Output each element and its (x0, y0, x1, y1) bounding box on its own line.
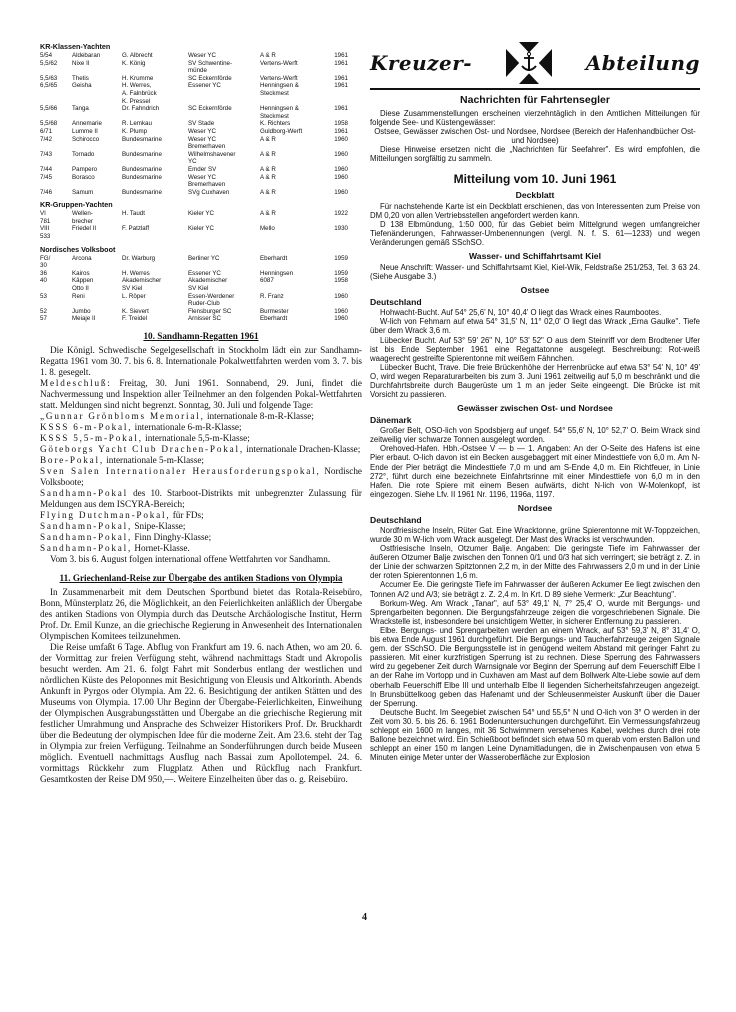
register-row (40, 270, 362, 278)
register-cell-club: Emder SV (188, 165, 217, 173)
register-cell-name: Friedel II (72, 225, 97, 233)
register-cell-club: Akademischer SV Kiel (188, 277, 228, 293)
kr-klassen-table (40, 52, 362, 196)
deadline-label: Meldeschluß: (40, 378, 112, 388)
trophy-item (40, 422, 362, 433)
register-cell-owner: F. Patzlaff (122, 225, 150, 233)
section-10-title: 10. Sandhamn-Regatten 1961 (143, 331, 259, 341)
register-cell-builder: Henningsen (260, 269, 294, 277)
notice-paragraph: Borkum-Weg. Am Wrack „Tanar", auf 53° 49,1' N, 7° 25,4' O, wurde mit Bergungs- und Sprengarbeiten begonnen. Die Bergungsfahrzeuge zeigen die vorgeschriebenen Signale. Die Wrackstelle ist, insbesondere bei unsichtigem Wetter, in sicherer Entfernung zu passieren. (370, 598, 700, 626)
deckblatt-title: Deckblatt (515, 189, 555, 200)
register-cell-year: 1922 (334, 210, 348, 218)
register-cell-no: 7/45 (40, 173, 53, 181)
banner-right-word: Abteilung (585, 51, 700, 75)
register-cell-club: SV Schwentine- münde (188, 59, 233, 75)
register-cell-owner: Dr. Warburg (122, 254, 156, 262)
notice-paragraph: Elbe. Bergungs- und Sprengarbeiten werden an einem Wrack, auf 53° 59,3' N, 8° 31,4' O, bis etwa Ende August 1961 durchgeführt. Die Bergungs- und Taucherfahrzeuge zeigen Signale gem. der SSchSO. Die Bergungsstelle ist in genügend weitem Abstand mit geringer Fahrt zu passieren. Mit einer kurzfristigen Sperrung ist zu rechnen. Diese Sperrung des Fahrwassers wird zu gegebener Zeit durch Warnsignale vor Beginn der Sperrung auf dem Feuerschiff Elbe I an der Rahe im Vortopp und in Cuxhaven am Mast auf dem Bollwerk Alte-Liebe sowie auf dem oberhalb Feuerschiff Elbe III und unterhalb Elbe II liegenden Sicherheitsfahrzeugen angezeigt. In Brunsbüttelkoog geben das Hafenamt und der Schleusenmeister Auskunft über die Dauer der Sperrung. (370, 625, 700, 708)
register-row (40, 105, 362, 120)
nordsee-notices (370, 526, 700, 762)
register-cell-no: 40 (40, 277, 47, 285)
trophy-item (40, 488, 362, 510)
register-cell-name: Tanga (72, 105, 89, 113)
register-cell-club: Wilhelmshavener YC (188, 150, 236, 166)
register-cell-builder: A & R (260, 135, 276, 143)
trophy-class: Nordische Volksboote; (40, 466, 362, 487)
volksboot-table (40, 255, 362, 323)
trophy-name: Flying Dutchman-Pokal, (40, 510, 171, 520)
register-cell-no: 5/54 (40, 52, 53, 59)
register-cell-year: 1959 (334, 269, 348, 277)
nordsee-title: Nordsee (517, 502, 553, 513)
trophy-item (40, 455, 362, 466)
register-cell-name: Annemarie (72, 120, 102, 128)
register-cell-no: 5,5/66 (40, 105, 58, 113)
register-cell-builder: 6087 (260, 277, 274, 285)
register-cell-builder: Vertens-Werft (260, 59, 298, 67)
anchor-flag-icon (505, 41, 553, 85)
register-row (40, 166, 362, 174)
register-cell-year: 1930 (334, 225, 348, 233)
trophy-item (40, 466, 362, 488)
deckblatt-paragraph-2: D 138 Elbmündung, 1:50 000, für das Gebiet beim Mittelgrund wegen umfangreicher Tiefenänderungen, Fahrwasser-Umbenennungen (vergl. N. f. S. 61—1233) und wegen Veränderungen gemäß SSchSO. (370, 219, 700, 247)
register-cell-owner: Bundesmarine (122, 165, 162, 173)
gzon-title: Gewässer zwischen Ost- und Nordsee (457, 403, 613, 414)
register-cell-year: 1958 (334, 120, 348, 128)
register-cell-club: Arnisser SC (188, 315, 222, 323)
section-10-paragraph: Die Königl. Schwedische Segelgesellschaft in Stockholm lädt ein zur Sandhamn-Regatta 1961 vom 30. 7. bis 6. 8. Internationale Pokalwettfahrten werden vom 3. 7. bis 1. 8. gesegelt. (40, 345, 362, 377)
register-row (40, 151, 362, 166)
register-cell-no: 6/71 (40, 127, 53, 135)
notice-paragraph: W-lich von Fehmarn auf etwa 54° 31,5' N, 11° 02,0' O liegt das Wrack „Erna Gaulke". Tiefe über dem Wrack 3,6 m. (370, 317, 700, 336)
trophy-class: Hornet-Klasse. (132, 543, 190, 553)
section-11-paragraph-2: Die Reise umfaßt 6 Tage. Abflug von Frankfurt am 19. 6. nach Athen, wo am 20. 6. der Vormittag zur freien Verfügung steht, während nachmittags Stadt und Akropolis besucht werden. Am 21. 6. folgt Fahrt mit Sonderbus entlang der westlichen und nördlichen Küste des Peloponnes mit Besichtigung von Eleusis und Altkorinth. Abends Ankunft in Pyrgos oder Olympia. Am 22. 6. Besichtigung der antiken Stätten und des Museums von Olympia. 17.00 Uhr Beginn der Übergabe-Feierlichkeiten, Einweihung der Olympischen Ausgrabungsstätten und Übergabe an die griechische Regierung mit festlicher Umrahmung und Ansprache des Schweizer Historikers Prof. Dr. Bruckhardt über die Bedeutung der olympischen Idee für die moderne Zeit. Am 23.6. steht der Tag in Olympia zur freien Verfügung. Teilnahme an Sonderführungen durch beide Museen möglich. Eventuell nachmittags Ausflug nach Bassai zum Apollotempel. 24. 6. vormittags Rückkehr zum Flugplatz Athen und Rückflug nach Frankfurt. Gesamtkosten der Reise DM 950,—. Weitere Einzelheiten über das o. g. Reisebüro. (40, 642, 362, 784)
trophy-name: Sandhamn-Pokal, (40, 543, 133, 553)
trophy-list (40, 411, 362, 554)
register-cell-builder: A & R (260, 210, 276, 218)
register-cell-name: Schirocco (72, 135, 100, 143)
register-row (40, 52, 362, 60)
register-row (40, 82, 362, 105)
nachrichten-paragraph-1: Diese Zusammenstellungen erscheinen vierzehntäglich in den Amtlichen Mitteilungen für folgende See- und Küstengewässer: (370, 109, 700, 128)
register-cell-name: Aldebaran (72, 52, 101, 59)
register-cell-year: 1960 (334, 188, 348, 196)
mitteilung-title: Mitteilung vom 10. Juni 1961 (453, 171, 617, 186)
notice-paragraph: Nordfriesische Inseln, Rüter Gat. Eine Wracktonne, grüne Spierentonne mit W-Toppzeichen, wurde 30 m W-lich vom Wrack ausgelegt. Der Mast des Wracks ist verschwunden. (370, 525, 700, 544)
register-cell-owner: Bundesmarine (122, 188, 162, 196)
register-cell-owner: G. Albrecht (122, 52, 153, 59)
register-cell-owner: Bundesmarine (122, 150, 162, 158)
kr-gruppen-table (40, 210, 362, 240)
register-cell-builder: Burmester (260, 307, 289, 315)
register-cell-owner: F. Treidel (122, 315, 148, 323)
register-cell-club: Weser YC Bremerhaven (188, 135, 226, 151)
register-cell-no: 7/46 (40, 188, 53, 196)
register-row (40, 225, 362, 240)
register-cell-owner: K. Sievert (122, 307, 149, 315)
register-cell-builder: Henningsen & Steckmest (260, 82, 299, 97)
trophy-class: des 10. Starboot-Distrikts mit unbegrenzter Zulassung für Meldungen aus dem ISCYRA-Bereich; (40, 488, 362, 509)
trophy-name: Bore-Pokal, (40, 455, 104, 465)
notice-paragraph: Orehoved-Hafen. Hbh.-Ostsee V — b — 1. Angaben: An der O-Seite des Hafens ist eine Pier erbaut. O-lich davon ist ein Becken ausgebaggert mit einer Mindesttiefe von 6,0 m. Am N-Ende der Pier beträgt die Mindesttiefe 7,0 m und am S-Ende 4,0 m. Ein Richtfeuer, in Linie 272°, führt durch eine bezeichnete Einfahrtsrinne mit einer Mindesttiefe von 6,0 m in den Hafen. Die rote Spiere mit einem Besen aufwärts, dicht N-lich von W-Molenkopf, ist eingezogen. Siehe Lfv. II 1961 Nr. 1196, 1196a, 1197. (370, 444, 700, 499)
section-11-paragraph-1: In Zusammenarbeit mit dem Deutschen Sportbund bietet das Rotala-Reisebüro, Bonn, Münsterplatz 26, die Möglichkeit, an den Feierlichkeiten anläßlich der Übergabe des antiken Stadions von Olympia durch das Deutsche Archäologische Institut, Herrn Prof. Dr. Emil Kunze, an die griechische Regierung in Anwesenheit des Internationalen Olympischen Komitees teilzunehmen. (40, 587, 362, 641)
notice-paragraph: Deutsche Bucht. Im Seegebiet zwischen 54° und 55,5° N und O-lich von 3° O werden in der Zeit vom 30. 5. bis 26. 6. 1961 Bodenuntersuchungen durchgeführt. Ein Vermessungsfahrzeug schleppt ein 1600 m langes, mit 36 Schwimmern versehenes Kabel, welches durch drei rote Ballone bezeichnet wird. Ein Schießboot befindet sich etwa 50 m querab vom ersten Ballon und schleppt an einer 150 m langen Leine Dynamitladungen, die in Zwischenpausen von etwa 5 Minuten einige Meter unter der Wasseroberfläche zur Explosion (370, 707, 700, 763)
trophy-class: internationale Drachen-Klasse; (243, 444, 361, 454)
deckblatt-paragraph-1: Für nachstehende Karte ist ein Deckblatt erschienen, das von Interessenten zum Preise von DM 0,20 von allen Vertriebsstellen angefordert werden kann. (370, 201, 700, 220)
ostsee-title: Ostsee (520, 285, 550, 296)
register-cell-name: Kairos (72, 269, 90, 277)
register-row (40, 255, 362, 270)
trophy-class: Finn Dinghy-Klasse; (132, 532, 212, 542)
register-cell-name: Samum (72, 188, 94, 196)
trophy-item (40, 411, 362, 422)
trophy-class: internationale 5-m-Klasse; (103, 455, 204, 465)
register-cell-owner: Dr. Fahndrich (122, 105, 160, 113)
register-cell-no: 52 (40, 307, 47, 315)
wsa-kiel-paragraph: Neue Anschrift: Wasser- und Schiffahrtsamt Kiel, Kiel-Wik, Feldstraße 251/253, Tel. 3 63 24. (Siehe Ausgabe 3.) (370, 263, 700, 282)
trophy-name: Sandhamn-Pokal (40, 488, 128, 498)
register-cell-builder: A & R (260, 52, 276, 59)
ostsee-region: Deutschland (370, 297, 422, 308)
register-cell-club: Essen-Werdener Ruder-Club (188, 292, 235, 308)
kr-klassen-heading: KR-Klassen-Yachten (40, 42, 111, 51)
register-cell-name: Nixe II (72, 59, 90, 67)
register-cell-club: Flensburger SC (188, 307, 232, 315)
register-cell-builder: Vertens-Werft (260, 74, 298, 82)
register-cell-name: Käppen Otto II (72, 277, 94, 293)
register-cell-year: 1958 (334, 277, 348, 285)
nordsee-region: Deutschland (370, 514, 422, 525)
trophy-item (40, 532, 362, 543)
register-cell-no: 57 (40, 315, 47, 323)
register-row (40, 60, 362, 75)
banner-left-word: Kreuzer- (370, 51, 473, 75)
register-cell-name: Geisha (72, 82, 92, 90)
register-cell-club: Weser YC (188, 127, 216, 135)
register-cell-club: Kieler YC (188, 225, 215, 233)
register-cell-club: Weser YC (188, 52, 216, 59)
register-cell-builder: Mello (260, 225, 275, 233)
register-cell-no: 5,5/68 (40, 120, 58, 128)
trophy-name: Sven Salen Internationaler Herausforderungspokal, (40, 466, 321, 476)
register-cell-year: 1960 (334, 150, 348, 158)
trophy-name: „Gunnar Grönbloms Memorial, (40, 411, 205, 421)
register-cell-club: SC Eckernförde (188, 74, 232, 82)
register-cell-year: 1960 (334, 292, 348, 300)
register-cell-no: 6,5/65 (40, 82, 58, 90)
register-row (40, 189, 362, 197)
notice-paragraph: Ostfriesische Inseln, Otzumer Balje. Angaben: Die geringste Tiefe im Fahrwasser der äußeren Otzumer Balje zwischen den Tonnen 0/1 und 0/3 hat sich verringert; sie beträgt z. Z. in der Linie der schwarzen Spitztonnen 2,2 m, in der Mitte des Fahrwassers 2,0 m und in der Linie der roten Spierentonnen 1,6 m. (370, 544, 700, 581)
register-cell-no: 5,5/62 (40, 59, 58, 67)
trophy-name: Sandhamn-Pokal, (40, 532, 133, 542)
register-cell-year: 1960 (334, 135, 348, 143)
trophy-class: internationale 8-m-R-Klasse; (204, 411, 314, 421)
register-cell-club: Berliner YC (188, 254, 220, 262)
notice-paragraph: Accumer Ee. Die geringste Tiefe im Fahrwasser der äußeren Ackumer Ee liegt zwischen den Tonnen A/2 und A/3; sie beträgt z. Z. 2,4 m. In Krt. D 89 siehe Vermerk: „Zur Beachtung". (370, 580, 700, 599)
register-cell-owner: H. Krumme (122, 74, 154, 82)
register-cell-owner: H. Taudt (122, 210, 145, 218)
trophy-class: für FDs; (170, 510, 204, 520)
register-cell-no: 7/43 (40, 150, 53, 158)
register-row (40, 293, 362, 308)
register-cell-club: SC Eckernförde (188, 105, 232, 113)
nachrichten-title: Nachrichten für Fahrtensegler (460, 94, 610, 106)
kreuzer-abteilung-banner (370, 38, 700, 90)
register-cell-builder: A & R (260, 150, 276, 158)
section-10-closing: Vom 3. bis 6. August folgen international offene Wettfahrten vor Sandhamn. (50, 554, 331, 564)
register-cell-name: Jumbo (72, 307, 91, 315)
register-cell-no: 7/44 (40, 165, 53, 173)
register-cell-no: FG/ 30 (40, 254, 51, 270)
register-row (40, 308, 362, 316)
register-row (40, 174, 362, 189)
register-cell-owner: R. Lemkau (122, 120, 152, 128)
trophy-class: internationale 6-m-R-Klasse; (132, 422, 242, 432)
trophy-name: Göteborgs Yacht Club Drachen-Pokal, (40, 444, 244, 454)
register-cell-name: Borasco (72, 173, 95, 181)
register-cell-name: Tornado (72, 150, 95, 158)
register-cell-owner: K. Plump (122, 127, 148, 135)
trophy-item (40, 543, 362, 554)
register-cell-year: 1961 (334, 74, 348, 82)
register-cell-club: SV Stade (188, 120, 215, 128)
section-11-title: 11. Griechenland-Reise zur Übergabe des antiken Stadions von Olympia (59, 573, 343, 583)
register-cell-name: Thetis (72, 74, 89, 82)
register-cell-no: 53 (40, 292, 47, 300)
register-cell-no: 36 (40, 269, 47, 277)
register-cell-year: 1960 (334, 315, 348, 323)
register-cell-name: Pampero (72, 165, 98, 173)
register-cell-builder: A & R (260, 188, 276, 196)
trophy-name: KSSS 6-m-Pokal, (40, 422, 133, 432)
register-cell-owner: K. König (122, 59, 146, 67)
register-cell-owner: Bundesmarine (122, 135, 162, 143)
deadline-text: Freitag, 30. Juni 1961. Sonnabend, 29. Juni, findet die Nachvermessung und Inspektion aller Teilnehmer an den folgenden Pokal-Wettfahrten statt. Meldungen sind nicht begrenzt. Sonntag, 30. Juli und folgende Tage: (40, 378, 362, 410)
register-cell-year: 1961 (334, 52, 348, 59)
trophy-class: Snipe-Klasse; (132, 521, 186, 531)
trophy-item (40, 510, 362, 521)
nachrichten-paragraph-2: Ostsee, Gewässer zwischen Ost- und Nordsee, Nordsee (Bereich der Hafenhandbücher Ost- und Nordsee) (374, 127, 696, 146)
register-row (40, 315, 362, 323)
register-cell-year: 1959 (334, 254, 348, 262)
register-row (40, 128, 362, 136)
register-cell-no: VIII 533 (40, 225, 51, 241)
register-cell-name: Arcona (72, 254, 92, 262)
volksboot-heading: Nordisches Volksboot (40, 244, 116, 254)
trophy-class: internationale 5,5-m-Klasse; (142, 433, 250, 443)
register-cell-no: 5,5/63 (40, 74, 58, 82)
register-cell-builder: R. Franz (260, 292, 284, 300)
trophy-item (40, 444, 362, 455)
register-cell-year: 1961 (334, 127, 348, 135)
right-column (370, 38, 700, 762)
register-cell-club: Kieler YC (188, 210, 215, 218)
notice-paragraph: Lübecker Bucht. Auf 53° 59' 26" N, 10° 53' 52" O aus dem Steinriff vor dem Brodtener Ufer ist bis Ende September 1961 eine Regattatonne ausgelegt. Beschreibung: Rot-weiß waagerecht gestreifte Spierentonne mit weißem Fähnchen. (370, 335, 700, 363)
register-cell-owner: H. Werres, A. Falnbrück K. Pressel (122, 82, 157, 105)
register-cell-builder: K. Richters (260, 120, 291, 128)
ostsee-notices (370, 308, 700, 399)
gzon-region: Dänemark (370, 415, 412, 426)
register-cell-builder: Eberhardt (260, 315, 288, 323)
register-cell-name: Reni (72, 292, 85, 300)
notice-paragraph: Hohwacht-Bucht. Auf 54° 25,6' N, 10° 40,4' O liegt das Wrack eines Raumbootes. (380, 308, 662, 318)
register-cell-no: 7/42 (40, 135, 53, 143)
register-cell-name: Wellen- brecher (72, 210, 93, 225)
register-cell-builder: A & R (260, 173, 276, 181)
register-cell-owner: L. Röper (122, 292, 146, 300)
register-cell-owner: H. Werres (122, 269, 150, 277)
register-row (40, 120, 362, 128)
register-cell-owner: Bundesmarine (122, 173, 162, 181)
register-cell-year: 1961 (334, 82, 348, 90)
trophy-name: KSSS 5,5-m-Pokal, (40, 433, 143, 443)
page-number: 4 (362, 912, 367, 923)
notice-paragraph: Großer Belt, OSO-lich von Spodsbjerg auf ungef. 54° 55,6' N, 10° 52,7' O. Beim Wrack sind zeitweilig vier schwarze Tonnen ausgelegt worden. (370, 426, 700, 445)
register-row (40, 210, 362, 225)
nachrichten-paragraph-3: Diese Hinweise ersetzen nicht die „Nachrichten für Seefahrer". Es wird empfohlen, die Mitteilungen sorgfältig zu sammeln. (370, 145, 700, 164)
notice-paragraph: Lübecker Bucht, Trave. Die freie Brückenhöhe der Herrenbrücke auf etwa 53° 54' N, 10° 49' O, wird wegen Reparaturarbeiten bis zum 3. Juni 1961 zeitweilig auf 5,0 m beschränkt und die Durchfahrtsbreite durch Baugerüste um 1 m an jeder Seite eingeengt. Die Brücke ist mit Vorsicht zu passieren. (370, 362, 700, 400)
register-row (40, 75, 362, 83)
left-column (40, 38, 362, 785)
gzon-notices (370, 426, 700, 499)
register-cell-club: Essener YC (188, 269, 221, 277)
trophy-name: Sandhamn-Pokal, (40, 521, 133, 531)
register-cell-club: SVg Cuxhaven (188, 188, 230, 196)
register-cell-year: 1960 (334, 307, 348, 315)
register-cell-year: 1960 (334, 165, 348, 173)
section-10-deadline (40, 378, 362, 411)
register-cell-name: Meiaje II (72, 315, 96, 323)
wsa-kiel-title: Wasser- und Schiffahrtsamt Kiel (469, 251, 601, 262)
register-row (40, 277, 362, 292)
register-cell-builder: Guldborg-Werft (260, 127, 303, 135)
trophy-item (40, 521, 362, 532)
register-cell-year: 1961 (334, 59, 348, 67)
register-cell-builder: Eberhardt (260, 254, 288, 262)
kr-gruppen-heading: KR-Gruppen-Yachten (40, 200, 113, 210)
trophy-item (40, 433, 362, 444)
register-cell-club: Essener YC (188, 82, 221, 90)
register-cell-year: 1961 (334, 105, 348, 113)
register-cell-builder: Henningsen & Steckmest (260, 105, 299, 120)
register-cell-club: Weser YC Bremerhaven (188, 173, 226, 189)
register-cell-owner: Akademischer SV Kiel (122, 277, 162, 293)
register-row (40, 136, 362, 151)
register-cell-year: 1960 (334, 173, 348, 181)
register-cell-name: Lumme II (72, 127, 98, 135)
register-cell-builder: A & R (260, 165, 276, 173)
register-cell-no: VI 781 (40, 210, 51, 225)
